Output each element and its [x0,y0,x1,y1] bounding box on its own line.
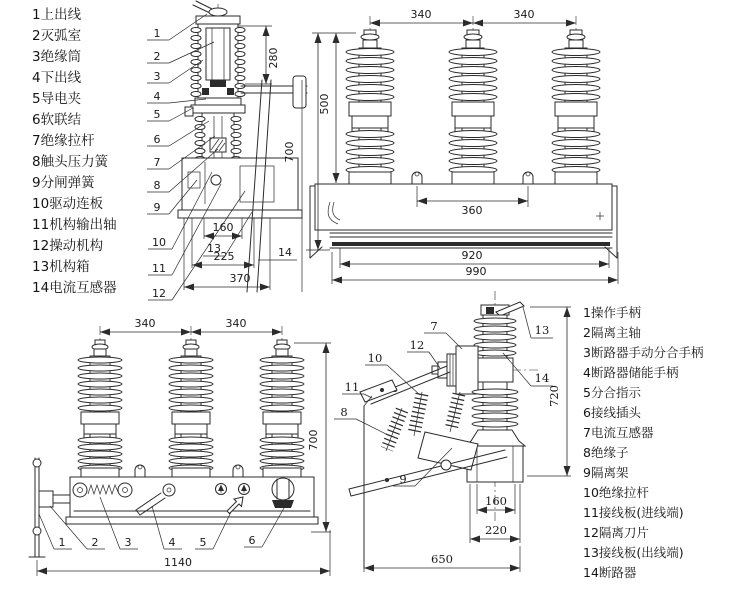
parts-list-top [32,5,117,299]
front-view-top [283,8,618,284]
part-name: 上出线 [40,7,82,23]
parts-list-item [32,236,117,257]
parts-list-item [583,343,703,363]
part-number: 10 [32,196,50,212]
manual-handle [163,484,175,496]
lifting-lug [523,172,533,184]
operating-rod-pivot [33,527,41,535]
parts-list-item [32,110,117,131]
dim-220-label: 220 [485,523,507,537]
insulator-pole [169,340,213,477]
side-view [334,291,571,572]
part-number: 6 [583,405,591,420]
part-name: 电流互感器 [49,280,117,296]
lifting-lug [233,465,243,477]
parts-list-item [32,5,117,26]
part-name: 断路器储能手柄 [590,365,679,380]
housing-base [66,517,318,524]
parts-list-item [32,26,117,47]
part-name: 断路器 [598,565,637,580]
vacuum-interrupter [206,28,230,80]
part-name: 导电夹 [40,91,82,107]
upper-terminal [209,8,227,16]
lifting-lug [412,172,422,184]
parts-list-item [583,483,703,503]
leader-9: 9 [153,201,161,214]
leader-7: 7 [430,319,438,333]
leader-12: 12 [152,287,166,300]
parts-list-item [32,173,117,194]
breaker-pole-body [477,358,513,382]
leader-4: 4 [153,90,161,103]
leader-6: 6 [153,133,161,146]
part-number: 12 [32,238,50,254]
dim-340c-label: 340 [134,317,156,330]
leader-10: 10 [367,351,383,365]
dim-160-label: 160 [212,221,234,234]
leader-5: 5 [199,536,207,549]
leader-5: 5 [153,108,161,121]
operating-rod-top [33,459,41,467]
part-name: 绝缘拉杆 [598,485,649,500]
part-number: 2 [32,28,41,44]
wiring-terminal [272,478,294,500]
part-number: 11 [583,505,599,520]
section-label-14: 14 [278,246,292,259]
part-number: 4 [583,365,591,380]
leader-10: 10 [152,236,166,249]
leader-12: 12 [409,338,425,352]
part-name: 驱动连板 [49,196,104,212]
leader-11: 11 [152,262,166,275]
leader-14: 14 [534,371,550,385]
parts-list-item [583,363,703,383]
part-number: 2 [583,325,591,340]
leader-13: 13 [534,323,550,337]
parts-list-item [32,89,117,110]
parts-list-item [32,68,117,89]
dim-160b-label: 160 [485,494,507,508]
part-number: 12 [583,525,599,540]
parts-list-item [32,194,117,215]
parts-list-item [32,257,117,278]
leader-4: 4 [168,536,176,549]
dim-340b-label: 340 [513,8,535,21]
insulator-pole [346,30,394,184]
parts-list-item [583,303,703,323]
dim-720-label: 720 [547,385,561,407]
part-name: 软联结 [40,112,82,128]
part-name: 断路器手动分合手柄 [590,345,704,360]
dim-920-label: 920 [461,249,483,262]
part-number: 11 [32,217,50,233]
part-name: 隔离刀片 [598,525,649,540]
part-name: 灭弧室 [40,28,82,44]
part-number: 9 [583,465,591,480]
part-number: 10 [583,485,599,500]
base-plate [178,210,302,218]
dim-650-label: 650 [431,552,453,566]
part-name: 接线板(进线端) [598,505,684,520]
parts-list-item [32,131,117,152]
dim-700b-label: 700 [307,429,320,451]
part-name: 接线插头 [590,405,641,420]
dim-360-label: 360 [461,204,483,217]
dim-370-label: 370 [229,272,251,285]
part-name: 机构输出轴 [49,217,117,233]
disconnect-frame-pivot [441,460,451,470]
part-name: 下出线 [40,70,82,86]
part-number: 13 [583,545,599,560]
dim-340a-label: 340 [410,8,432,21]
parts-list-item [583,423,703,443]
parts-list-item [583,463,703,483]
leader-1: 1 [153,27,161,40]
part-number: 4 [32,70,41,86]
parts-list-item [583,523,703,543]
insulator-pole [552,30,600,184]
leader-8: 8 [153,179,161,192]
dim-280-label: 280 [267,47,280,69]
part-name: 绝缘子 [590,445,629,460]
part-number: 8 [583,445,591,460]
dim-990-label: 990 [465,265,487,278]
part-name: 隔离架 [590,465,629,480]
section-label-13: 13 [207,242,221,255]
part-name: 绝缘拉杆 [40,133,95,149]
parts-list-item [583,323,703,343]
drive-block [39,491,53,507]
parts-list-item [583,383,703,403]
part-name: 操作手柄 [590,305,641,320]
part-number: 14 [583,565,599,580]
insulator-pole [260,340,304,477]
parts-list-item [583,443,703,463]
parts-list-item [583,503,703,523]
part-number: 8 [32,154,41,170]
part-name: 分闸弹簧 [40,175,95,191]
parts-list-right [583,303,703,583]
part-name: 触头压力簧 [40,154,109,170]
parts-list-item [32,215,117,236]
insulator-pole [449,30,497,184]
incoming-terminal-plate [360,380,397,402]
parts-list-item [583,403,703,423]
part-number: 6 [32,112,41,128]
dim-225-label: 225 [213,250,235,263]
leader-7: 7 [153,156,161,169]
part-number: 3 [32,49,41,65]
parts-list-item [32,47,117,68]
leader-1: 1 [58,536,66,549]
part-name: 隔离主轴 [590,325,641,340]
lower-terminal [195,98,241,105]
conductive-clamp [191,105,245,113]
part-number: 13 [32,259,50,275]
part-number: 9 [32,175,41,191]
parts-list-item [583,543,703,563]
part-name: 分合指示 [590,385,641,400]
part-number: 14 [32,280,50,296]
leader-2: 2 [91,536,99,549]
dim-500-label: 500 [318,93,331,115]
dim-340d-label: 340 [225,317,247,330]
parts-list-item [32,278,117,299]
leader-9: 9 [399,472,407,486]
part-name: 接线板(出线端) [598,545,684,560]
part-number: 7 [583,425,591,440]
spring-eye [73,483,87,497]
front-view-bottom [29,317,331,576]
part-name: 绝缘筒 [40,49,82,65]
spring-eye [118,483,132,497]
part-number: 3 [583,345,591,360]
leader-6: 6 [248,534,256,547]
lifting-lug [135,465,145,477]
part-name: 电流互感器 [590,425,654,440]
current-transformer [456,346,478,394]
leader-3: 3 [153,70,161,83]
part-name: 机构箱 [49,259,90,275]
part-number: 5 [32,91,41,107]
part-number: 7 [32,133,41,149]
part-number: 1 [32,7,41,23]
insulator-pole [78,340,122,477]
parts-list-item [583,563,703,583]
leader-11: 11 [344,380,360,394]
leader-2: 2 [153,50,161,63]
parts-list-item [32,152,117,173]
part-number: 5 [583,385,591,400]
leader-3: 3 [124,536,132,549]
dim-700-label: 700 [283,141,296,163]
dim-1140-label: 1140 [164,556,192,569]
part-name: 操动机构 [49,238,104,254]
leader-8: 8 [340,405,348,419]
part-number: 1 [583,305,591,320]
